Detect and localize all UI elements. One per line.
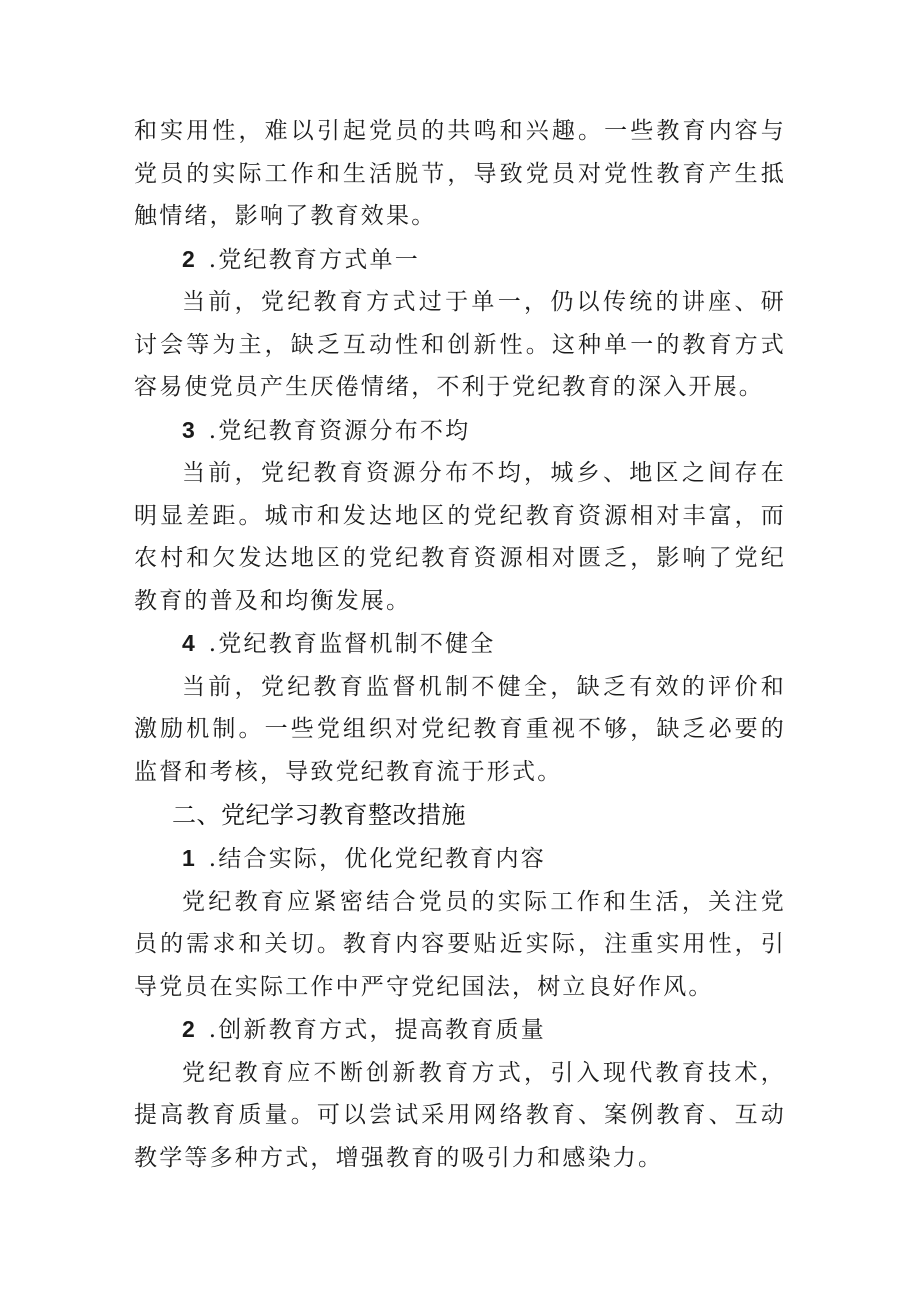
subheading-number: 2 bbox=[182, 1016, 195, 1042]
subheading-text: .党纪教育监督机制不健全 bbox=[208, 631, 496, 657]
subheading-number: 4 bbox=[182, 630, 195, 656]
paragraph-innovate-methods: 党纪教育应不断创新教育方式，引入现代教育技术，提高教育质量。可以尝试采用网络教育、案例教育、互动教学等多种方式，增强教育的吸引力和感染力。 bbox=[134, 1059, 786, 1171]
paragraph-optimize-content: 党纪教育应紧密结合党员的实际工作和生活，关注党员的需求和关切。教育内容要贴近实际，注重实用性，引导党员在实际工作中严守党纪国法，树立良好作风。 bbox=[134, 888, 786, 1000]
subheading-text: .党纪教育方式单一 bbox=[208, 246, 420, 273]
subheading-text: .党纪教育资源分布不均 bbox=[208, 417, 471, 444]
subheading-number: 1 bbox=[182, 845, 195, 871]
subheading-number: 2 bbox=[182, 245, 195, 272]
document-body bbox=[134, 110, 786, 1179]
subheading-number: 3 bbox=[182, 416, 195, 443]
subheading-4-supervision bbox=[134, 622, 786, 666]
paragraph-single-method: 当前，党纪教育方式过于单一，仍以传统的讲座、研讨会等为主，缺乏互动性和创新性。这种单一的教育方式容易使党员产生厌倦情绪，不利于党纪教育的深入开展。 bbox=[134, 289, 786, 400]
subheading-text: .创新教育方式，提高教育质量 bbox=[208, 1017, 546, 1043]
subheading-2-innovate-methods bbox=[134, 1008, 786, 1052]
subheading-3-uneven-resources bbox=[134, 409, 786, 453]
section-heading-rectification: 二、党纪学习教育整改措施 bbox=[172, 801, 466, 829]
paragraph-continuation: 和实用性，难以引起党员的共鸣和兴趣。一些教育内容与党员的实际工作和生活脱节，导致党员对党性教育产生抵触情绪，影响了教育效果。 bbox=[134, 118, 786, 229]
paragraph-uneven-resources: 当前，党纪教育资源分布不均，城乡、地区之间存在明显差距。城市和发达地区的党纪教育资源相对丰富，而农村和欠发达地区的党纪教育资源相对匮乏，影响了党纪教育的普及和均衡发展。 bbox=[134, 460, 786, 614]
paragraph-supervision: 当前，党纪教育监督机制不健全，缺乏有效的评价和激励机制。一些党组织对党纪教育重视不够，缺乏必要的监督和考核，导致党纪教育流于形式。 bbox=[134, 673, 786, 785]
subheading-2-single-method bbox=[134, 238, 786, 282]
subheading-text: .结合实际，优化党纪教育内容 bbox=[208, 846, 546, 872]
subheading-1-optimize-content bbox=[134, 837, 786, 881]
